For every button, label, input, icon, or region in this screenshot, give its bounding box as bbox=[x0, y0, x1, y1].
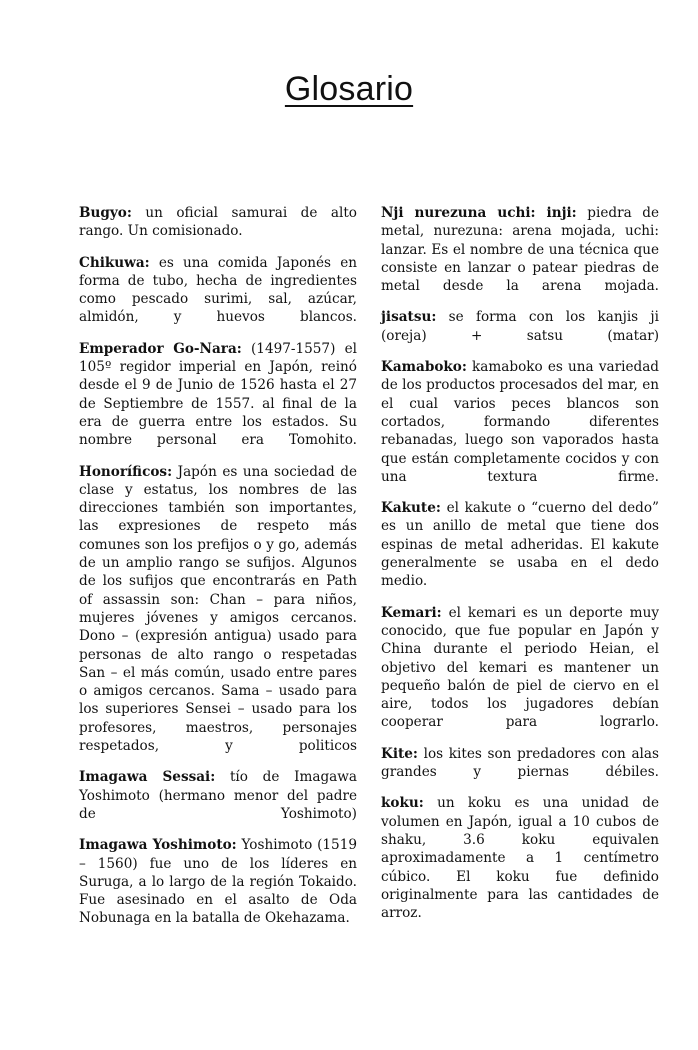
glossary-term: Kamaboko: bbox=[381, 359, 467, 376]
glossary-definition: el kakute o “cuerno del dedo” es un anillo de metal que tiene dos espinas de metal adheridas. El kakute generalmente se usaba en el dedo medio. bbox=[381, 500, 659, 590]
glossary-term: Bugyo: bbox=[79, 205, 132, 221]
glossary-definition: se forma con los kanjis ji (oreja) + satsu (matar) bbox=[381, 309, 659, 344]
glossary-term: Honoríficos: bbox=[79, 463, 173, 480]
glossary-entry-chikuwa bbox=[79, 254, 357, 327]
glossary-definition: un koku es una unidad de volumen en Japón, igual a 10 cubos de shaku, 3.6 koku equivalen aproximadamente a 1 centímetro cúbico. El koku fue definido originalmente para las cantidades de arroz. bbox=[381, 795, 659, 922]
glossary-term: Kemari: bbox=[381, 604, 442, 621]
page-title: Glosario bbox=[284, 70, 414, 108]
glossary-term: Imagawa Yoshimoto: bbox=[79, 837, 237, 854]
glossary-definition: es una comida Japonés en forma de tubo, hecha de ingredientes como pescado surimi, sal, azúcar, almidón, y huevos blancos. bbox=[79, 254, 357, 326]
glossary-entry-kemari bbox=[381, 604, 659, 732]
glossary-term: koku: bbox=[381, 795, 424, 812]
glossary-definition: tío de Imagawa Yoshimoto (hermano menor del padre de Yoshimoto) bbox=[79, 769, 357, 822]
glossary-definition: kamaboko es una variedad de los productos procesados del mar, en el cual varios peces blancos son cortados, formando diferentes rebanadas, luego son vaporados hasta que están completamente cocidos y con una textura firme. bbox=[381, 359, 659, 485]
glossary-entry-kakute bbox=[381, 499, 659, 590]
glossary-definition: Yoshimoto (1519 – 1560) fue uno de los líderes en Suruga, a lo largo de la región Tokaido. Fue asesinado en el asalto de Oda Nobunaga en la batalla de Okehazama. bbox=[79, 837, 357, 927]
glossary-definition: los kites son predadores con alas grandes y piernas débiles. bbox=[381, 745, 659, 781]
glossary-entry-nji-nurezuna-uchi bbox=[381, 204, 659, 295]
glossary-term: Imagawa Sessai: bbox=[79, 769, 216, 786]
glossary-entry-imagawa-yoshimoto bbox=[79, 836, 357, 927]
glossary-entry-imagawa-sessai bbox=[79, 768, 357, 823]
glossary-entry-koku bbox=[381, 794, 659, 922]
glossary-entry-go-nara bbox=[79, 340, 357, 450]
glossary-definition: piedra de metal, nurezuna: arena mojada, uchi: lanzar. Es el nombre de una técnica que consiste en lanzar o patear piedras de metal desde la arena mojada. bbox=[381, 205, 659, 295]
glossary-definition: (1497-1557) el 105º regidor imperial en Japón, reinó desde el 9 de Junio de 1526 hasta el 27 de Septiembre de 1557. al final de la era de guerra entre los estados. Su nombre personal era Tomohito. bbox=[79, 340, 357, 449]
glossary-definition: Japón es una sociedad de clase y estatus, los nombres de las direcciones también son importantes, las expresiones de respeto más comunes son los prefijos o y go, además de un amplio rango se sufijos. Algunos de los sufijos que encontrarás en Path of assassin son: Chan – para niños, mujeres jóvenes y amigos cercanos. Dono – (expresión antigua) usado para personas de alto rango o respetadas San – el más común, usado entre pares o amigos cercanos. Sama – usado para los superiores Sensei – usado para los profesores, maestros, personajes respetados, y politicos bbox=[79, 463, 357, 755]
glossary-term: Chikuwa: bbox=[79, 254, 150, 271]
glossary-term: jisatsu: bbox=[381, 309, 437, 326]
glossary-term: Emperador Go-Nara: bbox=[79, 340, 242, 357]
glossary-right-column bbox=[381, 204, 659, 935]
glossary-term: Kite: bbox=[381, 745, 418, 762]
glossary-term: Nji nurezuna uchi: inji: bbox=[381, 205, 577, 221]
glossary-entry-kite bbox=[381, 745, 659, 782]
glossary-term: Kakute: bbox=[381, 500, 441, 517]
glossary-entry-kamaboko bbox=[381, 358, 659, 486]
glossary-entry-honorificos bbox=[79, 463, 357, 756]
glossary-left-column bbox=[79, 204, 357, 941]
glossary-definition: el kemari es un deporte muy conocido, que fue popular en Japón y China durante el periodo Heian, el objetivo del kemari es mantener un pequeño balón de piel de ciervo en el aire, todos los jugadores debían cooperar para lograrlo. bbox=[381, 604, 659, 731]
glossary-entry-jisatsu bbox=[381, 308, 659, 345]
glossary-definition: un oficial samurai de alto rango. Un comisionado. bbox=[79, 205, 357, 240]
glossary-entry-bugyo bbox=[79, 204, 357, 241]
